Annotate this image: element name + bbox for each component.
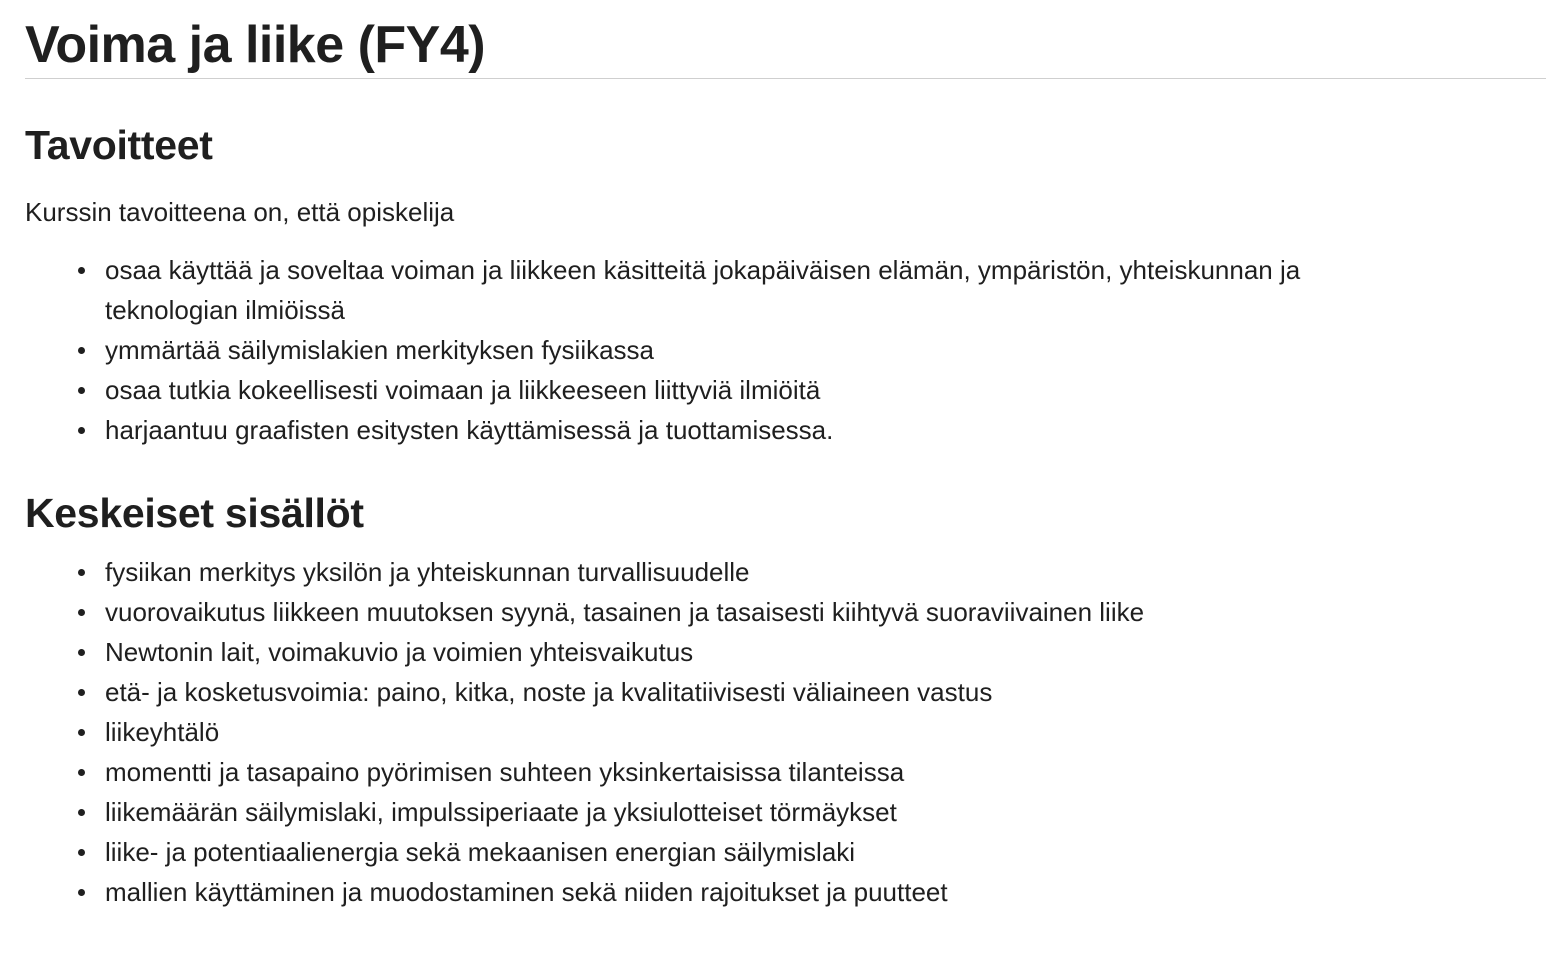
bullet-icon bbox=[78, 609, 85, 616]
goals-intro: Kurssin tavoitteena on, että opiskelija bbox=[25, 197, 455, 227]
list-item-text: liike- ja potentiaalienergia sekä mekaanisen energian säilymislaki bbox=[105, 837, 856, 867]
list-item-text: liikemäärän säilymislaki, impulssiperiaate ja yksiulotteiset törmäykset bbox=[105, 797, 897, 827]
list-item bbox=[105, 872, 1415, 912]
list-item bbox=[105, 410, 1415, 450]
list-item bbox=[105, 712, 1415, 752]
list-item-text: etä- ja kosketusvoimia: paino, kitka, noste ja kvalitatiivisesti väliaineen vastus bbox=[105, 677, 993, 707]
list-item bbox=[105, 752, 1415, 792]
bullet-icon bbox=[78, 889, 85, 896]
goals-list bbox=[25, 250, 1546, 450]
list-item bbox=[105, 832, 1415, 872]
list-item-text: mallien käyttäminen ja muodostaminen sekä niiden rajoitukset ja puutteet bbox=[105, 877, 948, 907]
bullet-icon bbox=[78, 649, 85, 656]
list-item-text: harjaantuu graafisten esitysten käyttämisessä ja tuottamisessa. bbox=[105, 415, 834, 445]
bullet-icon bbox=[78, 769, 85, 776]
page-title: Voima ja liike (FY4) bbox=[25, 0, 1546, 79]
bullet-icon bbox=[78, 347, 85, 354]
bullet-icon bbox=[78, 569, 85, 576]
list-item-text: osaa käyttää ja soveltaa voiman ja liikkeen käsitteitä jokapäiväisen elämän, ympäristön, yhteiskunnan ja teknologian ilmiöissä bbox=[105, 255, 1301, 325]
list-item-text: vuorovaikutus liikkeen muutoksen syynä, tasainen ja tasaisesti kiihtyvä suoraviivainen liike bbox=[105, 597, 1145, 627]
list-item-text: Newtonin lait, voimakuvio ja voimien yhteisvaikutus bbox=[105, 637, 694, 667]
goals-heading: Tavoitteet bbox=[25, 122, 213, 168]
list-item-text: ymmärtää säilymislakien merkityksen fysiikassa bbox=[105, 335, 655, 365]
list-item bbox=[105, 672, 1415, 712]
list-item bbox=[105, 792, 1415, 832]
list-item bbox=[105, 330, 1415, 370]
bullet-icon bbox=[78, 267, 85, 274]
bullet-icon bbox=[78, 809, 85, 816]
bullet-icon bbox=[78, 849, 85, 856]
list-item bbox=[105, 552, 1415, 592]
contents-list bbox=[25, 552, 1546, 912]
bullet-icon bbox=[78, 729, 85, 736]
bullet-icon bbox=[78, 427, 85, 434]
list-item bbox=[105, 370, 1415, 410]
list-item-text: liikeyhtälö bbox=[105, 717, 220, 747]
list-item-text: momentti ja tasapaino pyörimisen suhteen yksinkertaisissa tilanteissa bbox=[105, 757, 905, 787]
list-item bbox=[105, 250, 1415, 330]
list-item bbox=[105, 632, 1415, 672]
list-item-text: fysiikan merkitys yksilön ja yhteiskunnan turvallisuudelle bbox=[105, 557, 750, 587]
contents-heading: Keskeiset sisällöt bbox=[25, 490, 364, 536]
list-item bbox=[105, 592, 1415, 632]
bullet-icon bbox=[78, 387, 85, 394]
list-item-text: osaa tutkia kokeellisesti voimaan ja liikkeeseen liittyviä ilmiöitä bbox=[105, 375, 821, 405]
bullet-icon bbox=[78, 689, 85, 696]
